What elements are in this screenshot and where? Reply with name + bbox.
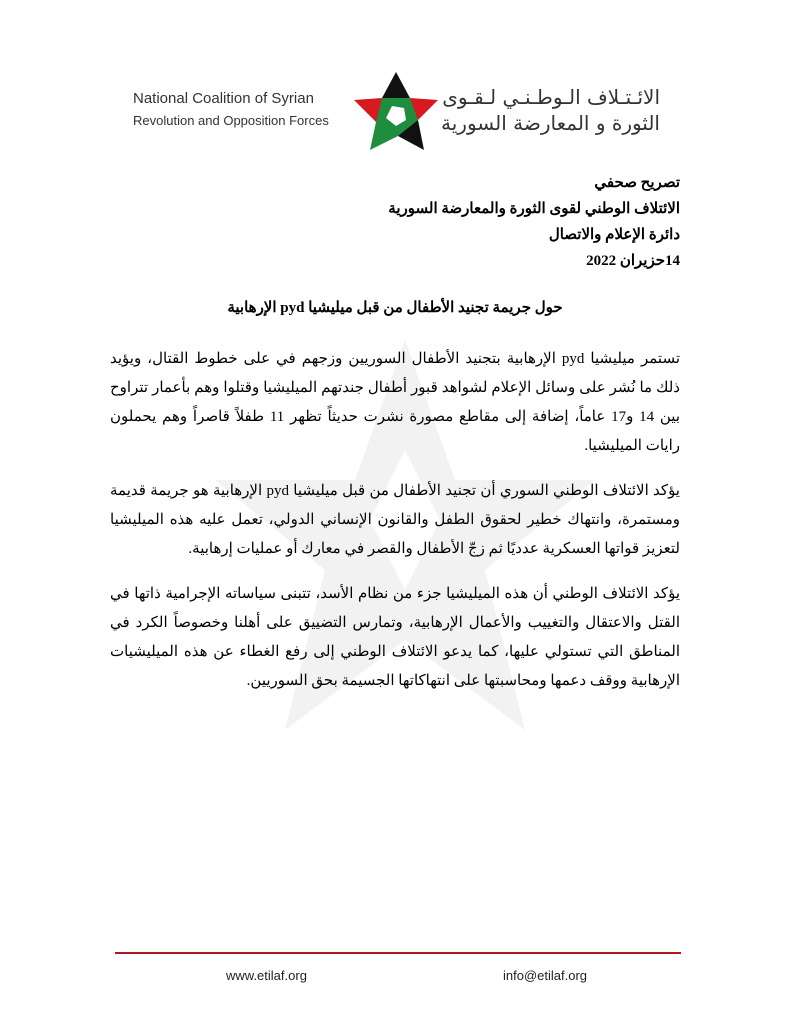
paragraph: تستمر ميليشيا pyd الإرهابية بتجنيد الأطفال السوريين وزجهم في على خطوط القتال، ويؤيد ذلك ما نُشر على وسائل الإعلام لشواهد قبور أطفال جندتهم الميليشيا وقتلوا وهم بأعمار تتراوح بين 14 و17 عاماً، إضافة إلى مقاطع مصورة نشرت حديثاً تظهر 11 طفلاً قاصراً وهم يحملون رايات الميليشيا.: [110, 351, 680, 454]
doc-type: تصريح صحفي: [594, 175, 680, 191]
header-en-line1: National Coalition of Syrian: [133, 90, 314, 107]
paragraph: يؤكد الائتلاف الوطني أن هذه الميليشيا جزء من نظام الأسد، تتبنى سياساته الإجرامية ذاتها في القتل والاعتقال والتغييب والأعمال الإرهابية، وتمارس التضييق على أهلنا وخصوصاً الكرد في المناطق التي تستولي عليها، كما يدعو الائتلاف الوطني إلى رفع الغطاء عن هذه الميليشيات الإرهابية ووقف دعمها ومحاسبتها على انتهاكاتها الجسيمة بحق السوريين.: [110, 586, 680, 689]
header-arabic: [441, 84, 660, 136]
footer-website-link[interactable]: www.etilaf.org: [226, 968, 307, 983]
date: 14حزيران 2022: [586, 253, 680, 269]
body-text: [110, 345, 680, 712]
footer-divider: [115, 952, 681, 954]
page-title: حول جريمة تجنيد الأطفال من قبل ميليشيا pyd الإرهابية: [227, 300, 563, 316]
header-ar-line2: الثورة و المعارضة السورية: [441, 111, 660, 135]
coalition-star-logo-icon: [352, 70, 440, 154]
header-english: [133, 88, 329, 132]
paragraph: يؤكد الائتلاف الوطني السوري أن تجنيد الأطفال من قبل ميليشيا pyd الإرهابية هو جريمة قديمة ومستمرة، وانتهاك خطير لحقوق الطفل والقانون الإنساني الدولي، تعمل عليه هذه الميليشيا لتعزيز قواتها العسكرية عدديًا ثم زجّ الأطفال والقصر في معارك أو عمليات إرهابية.: [110, 483, 680, 557]
document-meta: [388, 170, 680, 274]
header-en-line2: Revolution and Opposition Forces: [133, 113, 329, 128]
department: دائرة الإعلام والاتصال: [548, 227, 680, 243]
header-ar-line1: الائـتـلاف الـوطـنـي لـقـوى: [442, 85, 660, 109]
org-name: الائتلاف الوطني لقوى الثورة والمعارضة السورية: [388, 201, 680, 217]
footer-email-link[interactable]: info@etilaf.org: [503, 968, 588, 983]
